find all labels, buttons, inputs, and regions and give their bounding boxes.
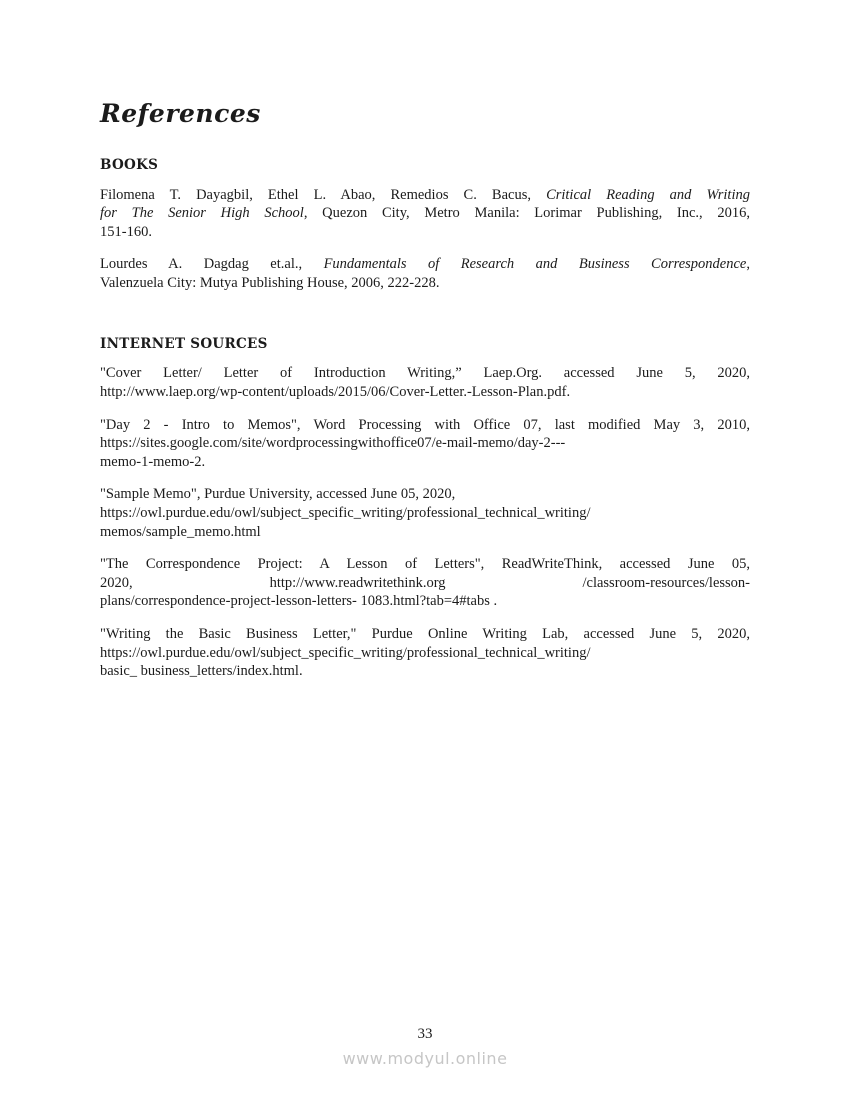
reference-entry bbox=[100, 186, 750, 242]
reference-text: , Quezon City, Metro Manila: Lorimar Publishing, Inc., 2016, bbox=[303, 205, 751, 222]
reference-title-italic: for The Senior High School bbox=[100, 205, 304, 222]
reference-text: Lourdes A. Dagdag et.al., bbox=[100, 256, 324, 273]
reference-line bbox=[100, 186, 750, 205]
reference-line bbox=[100, 555, 750, 574]
reference-line bbox=[100, 644, 750, 663]
reference-text: https://owl.purdue.edu/owl/subject_specific_writing/professional_technical_writing/ bbox=[100, 504, 591, 521]
reference-text: 151-160. bbox=[100, 223, 152, 240]
references-list bbox=[100, 158, 750, 681]
reference-text: "Day 2 - Intro to Memos", Word Processing with Office 07, last modified May 3, 2010, bbox=[100, 416, 750, 433]
reference-line bbox=[100, 574, 750, 593]
reference-text: https://sites.google.com/site/wordprocessingwithoffice07/e-mail-memo/day-2--- bbox=[100, 435, 566, 452]
reference-text: "Sample Memo", Purdue University, accessed June 05, 2020, bbox=[100, 486, 456, 503]
reference-text: basic_ business_letters/index.html. bbox=[100, 663, 303, 680]
reference-line bbox=[100, 416, 750, 435]
reference-text: memos/sample_memo.html bbox=[100, 523, 261, 540]
reference-text: 2020, http://www.readwritethink.org /classroom-resources/lesson- bbox=[100, 574, 750, 591]
watermark: www.modyul.online bbox=[342, 1049, 508, 1068]
reference-text: "The Correspondence Project: A Lesson of Letters", ReadWriteThink, accessed June 05, bbox=[100, 556, 750, 573]
reference-text: , bbox=[746, 256, 750, 273]
section-heading: BOOKS bbox=[100, 156, 159, 173]
reference-line bbox=[100, 274, 750, 293]
reference-text: Filomena T. Dayagbil, Ethel L. Abao, Remedios C. Bacus, bbox=[100, 186, 547, 203]
reference-line bbox=[100, 255, 750, 274]
section-heading: INTERNET SOURCES bbox=[100, 335, 268, 352]
page-number: 33 bbox=[417, 1026, 433, 1042]
reference-line bbox=[100, 485, 750, 504]
reference-text: "Writing the Basic Business Letter," Purdue Online Writing Lab, accessed June 5, 2020, bbox=[100, 625, 750, 642]
reference-section bbox=[100, 158, 750, 293]
reference-text: http://www.laep.org/wp-content/uploads/2015/06/Cover-Letter.-Lesson-Plan.pdf. bbox=[100, 384, 571, 400]
reference-entry bbox=[100, 364, 750, 401]
reference-line bbox=[100, 434, 750, 453]
references-content bbox=[100, 100, 750, 681]
reference-line bbox=[100, 504, 750, 523]
reference-line bbox=[100, 453, 750, 472]
reference-line bbox=[100, 223, 750, 242]
reference-entry bbox=[100, 416, 750, 472]
reference-text: Valenzuela City: Mutya Publishing House, 2006, 222-228. bbox=[100, 274, 440, 291]
page-title: References bbox=[100, 99, 261, 128]
reference-line bbox=[100, 204, 750, 223]
reference-text: https://owl.purdue.edu/owl/subject_specific_writing/professional_technical_writing/ bbox=[100, 644, 591, 661]
reference-line bbox=[100, 364, 750, 383]
reference-entry bbox=[100, 485, 750, 541]
reference-entry bbox=[100, 255, 750, 292]
reference-line bbox=[100, 625, 750, 644]
reference-line bbox=[100, 523, 750, 542]
reference-title-italic: Fundamentals of Research and Business Correspondence bbox=[323, 256, 747, 273]
reference-line bbox=[100, 383, 750, 402]
reference-text: plans/correspondence-project-lesson-letters- 1083.html?tab=4#tabs . bbox=[100, 593, 498, 610]
reference-line bbox=[100, 592, 750, 611]
reference-entry bbox=[100, 625, 750, 681]
reference-entry bbox=[100, 555, 750, 611]
reference-title-italic: Critical Reading and Writing bbox=[546, 186, 750, 203]
reference-section bbox=[100, 337, 750, 681]
reference-line bbox=[100, 662, 750, 681]
reference-text: "Cover Letter/ Letter of Introduction Writing,” Laep.Org. accessed June 5, 2020, bbox=[100, 365, 750, 382]
reference-text: memo-1-memo-2. bbox=[100, 453, 206, 470]
